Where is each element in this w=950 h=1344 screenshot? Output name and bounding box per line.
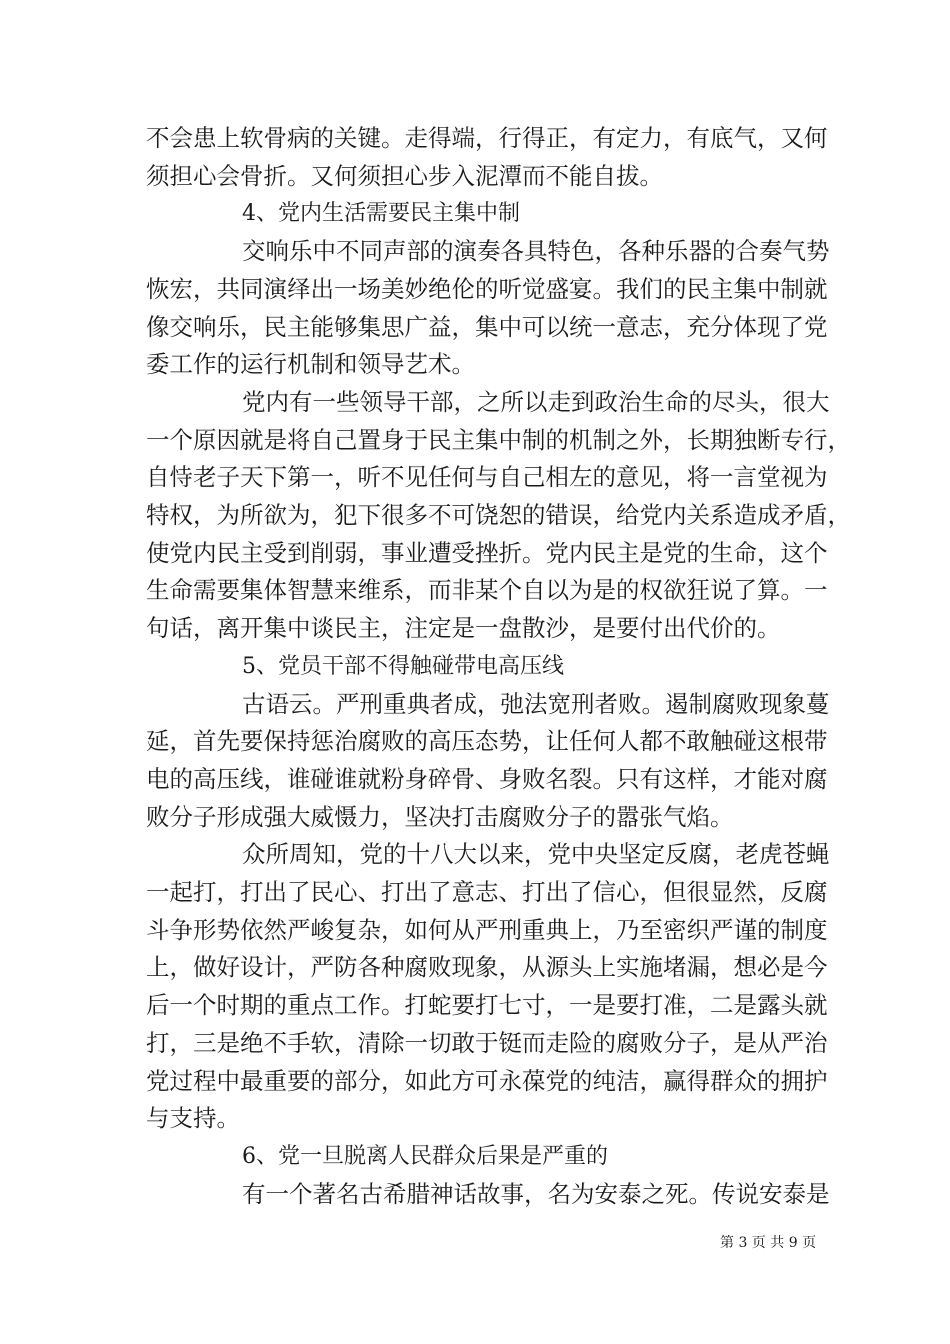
paragraph — [146, 686, 830, 837]
text-line: 像交响乐，民主能够集思广益，集中可以统一意志，充分体现了党 — [146, 312, 828, 341]
text-line: 斗争形势依然严峻复杂，如何从严刑重典上，乃至密织严谨的制度 — [146, 915, 828, 944]
document-body — [146, 120, 851, 1213]
text-line: 延，首先要保持惩治腐败的高压态势，让任何人都不敢触碰这根带 — [146, 727, 828, 756]
section-heading: 5、党员干部不得触碰带电高压线 — [242, 653, 564, 679]
text-line: 特权，为所欲为，犯下很多不可饶恕的错误，给党内关系造成矛盾， — [146, 501, 851, 530]
text-line: 古语云。严刑重典者成，弛法宽刑者败。遏制腐败现象蔓 — [242, 689, 830, 718]
text-line: 交响乐中不同声部的演奏各具特色，各种乐器的合奏气势 — [242, 237, 830, 266]
paragraph — [146, 233, 830, 384]
paragraph — [146, 1176, 830, 1214]
section-heading: 4、党内生活需要民主集中制 — [242, 201, 520, 227]
text-line: 恢宏，共同演绎出一场美妙绝伦的听觉盛宴。我们的民主集中制就 — [146, 274, 828, 303]
text-line: 自恃老子天下第一，听不见任何与自己相左的意见，将一言堂视为 — [146, 463, 828, 492]
page-number-footer: 第 3 页 共 9 页 — [720, 1235, 817, 1251]
text-line: 电的高压线，谁碰谁就粉身碎骨、身败名裂。只有这样，才能对腐 — [146, 764, 828, 793]
text-line: 党过程中最重要的部分，如此方可永葆党的纯洁，赢得群众的拥护 — [146, 1066, 828, 1095]
text-line: 党内有一些领导干部，之所以走到政治生命的尽头，很大 — [242, 387, 830, 416]
section-heading: 6、党一旦脱离人民群众后果是严重的 — [242, 1143, 608, 1169]
text-line: 上，做好设计，严防各种腐败现象，从源头上实施堵漏，想必是今 — [146, 953, 828, 982]
text-line: 句话，离开集中谈民主，注定是一盘散沙，是要付出代价的。 — [146, 614, 781, 643]
text-line: 打，三是绝不手软，清除一切敢于铤而走险的腐败分子，是从严治 — [146, 1028, 828, 1057]
paragraph — [146, 836, 830, 1138]
text-line: 一起打，打出了民心、打出了意志、打出了信心，但很显然，反腐 — [146, 878, 828, 907]
text-line: 使党内民主受到削弱，事业遭受挫折。党内民主是党的生命，这个 — [146, 538, 828, 567]
text-line: 败分子形成强大威慑力，坚决打击腐败分子的嚣张气焰。 — [146, 802, 734, 831]
text-line: 众所周知，党的十八大以来，党中央坚定反腐，老虎苍蝇 — [242, 840, 830, 869]
paragraph — [146, 384, 851, 648]
text-line: 生命需要集体智慧来维系，而非某个自以为是的权欲狂说了算。一 — [146, 576, 828, 605]
text-line: 不会患上软骨病的关键。走得端，行得正，有定力，有底气，又何 — [146, 124, 828, 152]
text-line: 须担心会骨折。又何须担心步入泥潭而不能自拔。 — [146, 161, 663, 190]
paragraph — [146, 120, 828, 195]
text-line: 与支持。 — [146, 1104, 240, 1133]
text-line: 后一个时期的重点工作。打蛇要打七寸，一是要打准，二是露头就 — [146, 991, 828, 1020]
text-line: 委工作的运行机制和领导艺术。 — [146, 350, 475, 379]
text-line: 有一个著名古希腊神话故事，名为安泰之死。传说安泰是 — [242, 1179, 830, 1208]
text-line: 一个原因就是将自己置身于民主集中制的机制之外，长期独断专行， — [146, 425, 851, 454]
